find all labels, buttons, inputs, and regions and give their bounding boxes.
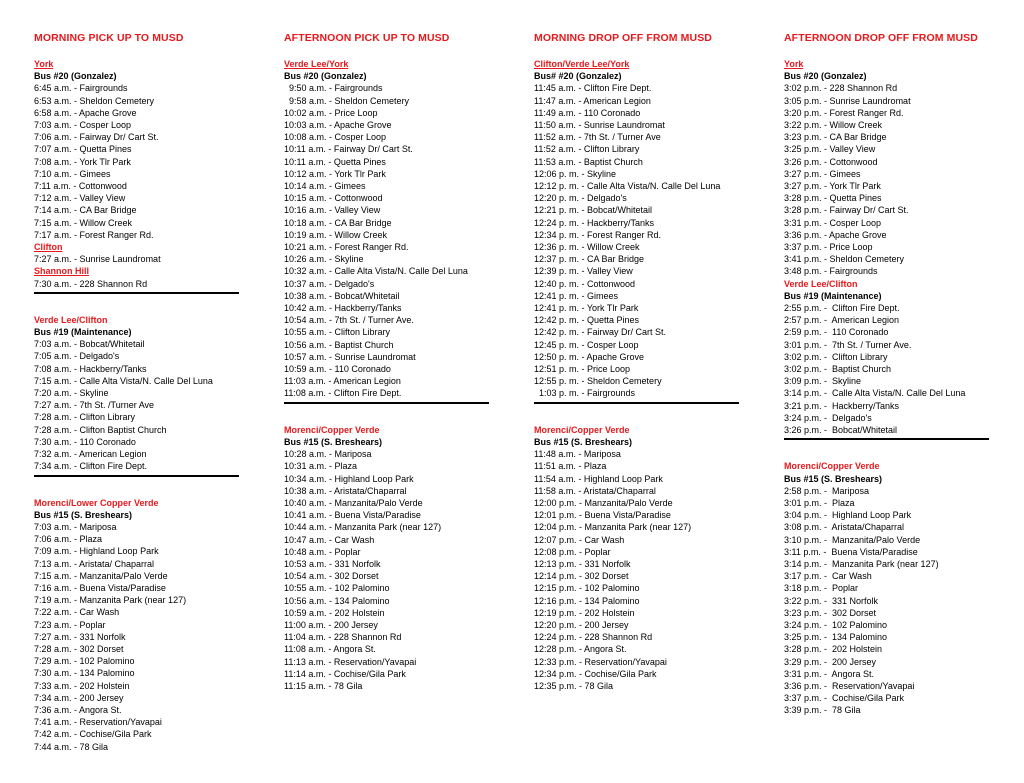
stop-row: 10:38 a.m. - Aristata/Chaparral bbox=[284, 485, 407, 496]
stop-row: 3:37 p.m. - Price Loop bbox=[784, 242, 873, 253]
stop-row: 12:04 p.m. - Manzanita Park (near 127) bbox=[534, 522, 692, 533]
stop-row: 3:28 p.m. - 202 Holstein bbox=[784, 644, 883, 655]
stop-row: 7:30 a.m. - 228 Shannon Rd bbox=[34, 278, 148, 289]
stop-row: 12:00 p.m. - Manzanita/Palo Verde bbox=[534, 497, 673, 508]
route-name: Morenci/Lower Copper Verde bbox=[34, 497, 159, 508]
stop-row: 12:24 p. m. - Hackberry/Tanks bbox=[534, 217, 655, 228]
stop-row: 7:15 a.m. - Manzanita/Palo Verde bbox=[34, 570, 168, 581]
stop-row: 3:10 p.m. - Manzanita/Palo Verde bbox=[784, 534, 921, 545]
stop-row: 3:21 p.m. - Hackberry/Tanks bbox=[784, 400, 900, 411]
route-name: Morenci/Copper Verde bbox=[784, 461, 880, 472]
stop-row: 11:58 a.m. - Aristata/Chaparral bbox=[534, 485, 656, 496]
route-name: York bbox=[34, 59, 54, 69]
stop-row: 3:36 p.m. - Apache Grove bbox=[784, 229, 887, 240]
stop-row: 12:20 p.m. - 200 Jersey bbox=[534, 619, 629, 630]
stop-row: 7:06 a.m. - Fairway Dr/ Cart St. bbox=[34, 132, 159, 143]
stop-row: 12:06 p. m. - Skyline bbox=[534, 168, 617, 179]
stop-row: 7:13 a.m. - Aristata/ Chaparral bbox=[34, 558, 155, 569]
section-divider bbox=[34, 292, 239, 294]
stop-row: 3:37 p.m. - Cochise/Gila Park bbox=[784, 693, 905, 704]
stop-row: 12:21 p. m. - Bobcat/Whitetail bbox=[534, 205, 653, 216]
stop-row: 3:26 p.m. - Bobcat/Whitetail bbox=[784, 425, 898, 436]
stop-row: 10:34 a.m. - Highland Loop Park bbox=[284, 473, 414, 484]
stop-row: 11:08 a.m. - Clifton Fire Dept. bbox=[284, 388, 402, 399]
stop-row: 7:23 a.m. - Poplar bbox=[34, 619, 106, 630]
stop-row: 3:02 p.m. - Baptist Church bbox=[784, 364, 892, 375]
stop-row: 11:13 a.m. - Reservation/Yavapai bbox=[284, 656, 417, 667]
stop-row: 11:51 a.m. - Plaza bbox=[534, 461, 607, 472]
stop-row: 11:52 a.m. - 7th St. / Turner Ave bbox=[534, 132, 661, 143]
stop-row: 3:17 p.m. - Car Wash bbox=[784, 571, 872, 582]
stop-row: 11:15 a.m. - 78 Gila bbox=[284, 680, 363, 691]
stop-row: 3:39 p.m. - 78 Gila bbox=[784, 705, 861, 716]
section-gap bbox=[284, 414, 524, 424]
stop-row: 11:49 a.m. - 110 Coronado bbox=[534, 107, 641, 118]
column-heading: AFTERNOON DROP OFF FROM MUSD bbox=[784, 32, 978, 44]
route-name: Verde Lee/Clifton bbox=[34, 314, 108, 325]
stop-row: 10:56 a.m. - 134 Palomino bbox=[284, 595, 390, 606]
stop-row: 11:03 a.m. - American Legion bbox=[284, 376, 401, 387]
route-name: Clifton bbox=[34, 242, 63, 253]
stop-row: 11:53 a.m. - Baptist Church bbox=[534, 156, 643, 167]
stop-row: 3:25 p.m. - Valley View bbox=[784, 144, 876, 155]
column-heading: MORNING PICK UP TO MUSD bbox=[34, 32, 184, 44]
stop-row: 3:02 p.m. - Clifton Library bbox=[784, 351, 888, 362]
stop-row: 12:24 p.m. - 228 Shannon Rd bbox=[534, 632, 653, 643]
section-divider bbox=[534, 402, 739, 404]
stop-row: 10:03 a.m. - Apache Grove bbox=[284, 120, 392, 131]
stop-row: 3:04 p.m. - Highland Loop Park bbox=[784, 510, 912, 521]
stop-row: 10:02 a.m. - Price Loop bbox=[284, 107, 378, 118]
stop-row: 3:27 p.m. - Gimees bbox=[784, 168, 861, 179]
bus-label: Bus #20 (Gonzalez) bbox=[34, 71, 117, 82]
stop-row: 7:03 a.m. - Mariposa bbox=[34, 521, 117, 532]
stop-row: 7:29 a.m. - 102 Palomino bbox=[34, 656, 135, 667]
stop-row: 3:22 p.m. - 331 Norfolk bbox=[784, 595, 879, 606]
stop-row: 10:26 a.m. - Skyline bbox=[284, 254, 364, 265]
stop-row: 6:58 a.m. - Apache Grove bbox=[34, 107, 137, 118]
stop-row: 11:52 a.m. - Clifton Library bbox=[534, 144, 640, 155]
stop-row: 3:01 p.m. - 7th St. / Turner Ave. bbox=[784, 339, 912, 350]
stop-row: 7:15 a.m. - Calle Alta Vista/N. Calle Del Luna bbox=[34, 375, 213, 386]
stop-row: 7:27 a.m. - Sunrise Laundromat bbox=[34, 254, 161, 265]
column-morning-dropoff bbox=[534, 32, 774, 692]
stop-row: 7:28 a.m. - Clifton Library bbox=[34, 412, 136, 423]
column-morning-pickup bbox=[34, 32, 274, 753]
stop-row: 3:25 p.m. - 134 Palomino bbox=[784, 632, 888, 643]
stop-row: 10:12 a.m. - York Tlr Park bbox=[284, 168, 386, 179]
stop-row: 12:50 p. m. - Apache Grove bbox=[534, 351, 645, 362]
bus-label: Bus #15 (S. Breshears) bbox=[34, 509, 133, 520]
stop-row: 3:18 p.m. - Poplar bbox=[784, 583, 859, 594]
route-name: Clifton/Verde Lee/York bbox=[534, 59, 630, 69]
stop-row: 10:57 a.m. - Sunrise Laundromat bbox=[284, 351, 416, 362]
stop-row: 7:10 a.m. - Gimees bbox=[34, 168, 111, 179]
stop-row: 12:34 p. m. - Forest Ranger Rd. bbox=[534, 229, 662, 240]
stop-row: 2:58 p.m. - Mariposa bbox=[784, 485, 870, 496]
stop-row: 10:48 a.m. - Poplar bbox=[284, 546, 361, 557]
stop-row: 10:41 a.m. - Buena Vista/Paradise bbox=[284, 510, 421, 521]
stop-row: 7:14 a.m. - CA Bar Bridge bbox=[34, 205, 137, 216]
stop-row: 11:04 a.m. - 228 Shannon Rd bbox=[284, 632, 402, 643]
stop-row: 12:12 p. m. - Calle Alta Vista/N. Calle Del Luna bbox=[534, 181, 721, 192]
stop-row: 7:08 a.m. - Hackberry/Tanks bbox=[34, 363, 147, 374]
stop-row: 12:41 p. m. - Gimees bbox=[534, 290, 619, 301]
stop-row: 10:59 a.m. - 202 Holstein bbox=[284, 607, 385, 618]
stop-row: 3:22 p.m. - Willow Creek bbox=[784, 120, 883, 131]
stop-row: 7:03 a.m. - Cosper Loop bbox=[34, 120, 132, 131]
stop-row: 10:31 a.m. - Plaza bbox=[284, 461, 358, 472]
stop-row: 3:02 p.m. - 228 Shannon Rd bbox=[784, 83, 898, 94]
stop-row: 12:16 p.m. - 134 Palomino bbox=[534, 595, 640, 606]
bus-label: Bus #15 (S. Breshears) bbox=[534, 436, 633, 447]
section-divider bbox=[784, 438, 989, 440]
stop-row: 12:45 p. m. - Cosper Loop bbox=[534, 339, 639, 350]
stop-row: 3:14 p.m. - Calle Alta Vista/N. Calle Del Luna bbox=[784, 388, 966, 399]
stop-row: 7:27 a.m. - 7th St. /Turner Ave bbox=[34, 400, 155, 411]
stop-row: 11:50 a.m. - Sunrise Laundromat bbox=[534, 120, 665, 131]
stop-row: 7:30 a.m. - 134 Palomino bbox=[34, 668, 135, 679]
stop-row: 10:15 a.m. - Cottonwood bbox=[284, 193, 383, 204]
stop-row: 11:48 a.m. - Mariposa bbox=[534, 449, 621, 460]
stop-row: 10:08 a.m. - Cosper Loop bbox=[284, 132, 387, 143]
stop-row: 7:15 a.m. - Willow Creek bbox=[34, 217, 133, 228]
stop-row: 10:47 a.m. - Car Wash bbox=[284, 534, 375, 545]
route-name: Morenci/Copper Verde bbox=[534, 424, 630, 435]
stop-row: 2:55 p.m. - Clifton Fire Dept. bbox=[784, 303, 900, 314]
stop-row: 3:26 p.m. - Cottonwood bbox=[784, 156, 878, 167]
stop-row: 7:06 a.m. - Plaza bbox=[34, 534, 103, 545]
stop-row: 7:08 a.m. - York Tlr Park bbox=[34, 156, 131, 167]
stop-row: 12:51 p. m. - Price Loop bbox=[534, 364, 631, 375]
section-divider bbox=[34, 475, 239, 477]
stop-row: 2:59 p.m. - 110 Coronado bbox=[784, 327, 889, 338]
stop-row: 7:44 a.m. - 78 Gila bbox=[34, 741, 109, 752]
bus-label: Bus #20 (Gonzalez) bbox=[284, 71, 367, 82]
stop-row: 10:40 a.m. - Manzanita/Palo Verde bbox=[284, 497, 423, 508]
stop-row: 1:03 p. m. - Fairgrounds bbox=[534, 388, 636, 399]
section-gap bbox=[34, 304, 274, 314]
section-gap bbox=[784, 450, 1024, 460]
stop-row: 7:30 a.m. - 110 Coronado bbox=[34, 436, 136, 447]
stop-row: 10:16 a.m. - Valley View bbox=[284, 205, 381, 216]
section-divider bbox=[284, 402, 489, 404]
stop-row: 3:23 p.m. - 302 Dorset bbox=[784, 607, 877, 618]
stop-row: 10:37 a.m. - Delgado's bbox=[284, 278, 375, 289]
stop-row: 10:56 a.m. - Baptist Church bbox=[284, 339, 394, 350]
stop-row: 11:14 a.m. - Cochise/Gila Park bbox=[284, 668, 406, 679]
stop-row: 3:01 p.m. - Plaza bbox=[784, 497, 855, 508]
stop-row: 7:03 a.m. - Bobcat/Whitetail bbox=[34, 339, 145, 350]
stop-row: 12:33 p.m. - Reservation/Yavapai bbox=[534, 656, 667, 667]
stop-row: 12:40 p. m. - Cottonwood bbox=[534, 278, 636, 289]
stop-row: 3:20 p.m. - Forest Ranger Rd. bbox=[784, 107, 904, 118]
column-heading: MORNING DROP OFF FROM MUSD bbox=[534, 32, 712, 44]
stop-row: 10:42 a.m. - Hackberry/Tanks bbox=[284, 303, 402, 314]
stop-row: 3:48 p.m. - Fairgrounds bbox=[784, 266, 878, 277]
stop-row: 7:22 a.m. - Car Wash bbox=[34, 607, 120, 618]
stop-row: 10:53 a.m. - 331 Norfolk bbox=[284, 558, 381, 569]
stop-row: 7:34 a.m. - Clifton Fire Dept. bbox=[34, 461, 148, 472]
stop-row: 3:24 p.m. - 102 Palomino bbox=[784, 619, 888, 630]
stop-row: 3:09 p.m. - Skyline bbox=[784, 376, 862, 387]
stop-row: 9:58 a.m. - Sheldon Cemetery bbox=[284, 95, 410, 106]
stop-row: 7:28 a.m. - 302 Dorset bbox=[34, 643, 124, 654]
stop-row: 11:08 a.m. - Angora St. bbox=[284, 644, 376, 655]
stop-row: 7:28 a.m. - Clifton Baptist Church bbox=[34, 424, 167, 435]
stop-row: 12:08 p.m. - Poplar bbox=[534, 546, 611, 557]
stop-row: 12:34 p.m. - Cochise/Gila Park bbox=[534, 668, 657, 679]
stop-row: 6:45 a.m. - Fairgrounds bbox=[34, 83, 128, 94]
stop-row: 7:12 a.m. - Valley View bbox=[34, 193, 126, 204]
stop-row: 12:13 p.m. - 331 Norfolk bbox=[534, 558, 631, 569]
stop-row: 10:55 a.m. - 102 Palomino bbox=[284, 583, 390, 594]
stop-row: 3:31 p.m. - Cosper Loop bbox=[784, 217, 882, 228]
stop-row: 12:01 p.m. - Buena Vista/Paradise bbox=[534, 510, 671, 521]
stop-row: 12:42 p. m. - Fairway Dr/ Cart St. bbox=[534, 327, 667, 338]
stop-row: 3:11 p.m. - Buena Vista/Paradise bbox=[784, 546, 918, 557]
section-gap bbox=[534, 414, 774, 424]
stop-row: 10:28 a.m. - Mariposa bbox=[284, 449, 372, 460]
stop-row: 3:28 p.m. - Fairway Dr/ Cart St. bbox=[784, 205, 909, 216]
stop-row: 2:57 p.m. - American Legion bbox=[784, 315, 900, 326]
stop-row: 12:41 p. m. - York Tlr Park bbox=[534, 303, 639, 314]
stop-row: 11:47 a.m. - American Legion bbox=[534, 95, 651, 106]
stop-row: 10:18 a.m. - CA Bar Bridge bbox=[284, 217, 392, 228]
stop-row: 7:17 a.m. - Forest Ranger Rd. bbox=[34, 229, 154, 240]
stop-row: 7:36 a.m. - Angora St. bbox=[34, 704, 122, 715]
bus-label: Bus #19 (Maintenance) bbox=[784, 290, 882, 301]
stop-row: 3:08 p.m. - Aristata/Chaparral bbox=[784, 522, 905, 533]
stop-row: 10:59 a.m. - 110 Coronado bbox=[284, 364, 391, 375]
stop-row: 12:39 p. m. - Valley View bbox=[534, 266, 633, 277]
stop-row: 12:15 p.m. - 102 Palomino bbox=[534, 583, 640, 594]
stop-row: 10:55 a.m. - Clifton Library bbox=[284, 327, 391, 338]
stop-row: 3:36 p.m. - Reservation/Yavapai bbox=[784, 680, 915, 691]
stop-row: 11:45 a.m. - Clifton Fire Dept. bbox=[534, 83, 652, 94]
stop-row: 7:16 a.m. - Buena Vista/Paradise bbox=[34, 582, 166, 593]
stop-row: 10:11 a.m. - Fairway Dr/ Cart St. bbox=[284, 144, 413, 155]
stop-row: 12:36 p. m. - Willow Creek bbox=[534, 242, 640, 253]
route-name: Verde Lee/York bbox=[284, 59, 349, 69]
stop-row: 3:27 p.m. - York Tlr Park bbox=[784, 181, 881, 192]
route-name: Morenci/Copper Verde bbox=[284, 424, 380, 435]
stop-row: 10:38 a.m. - Bobcat/Whitetail bbox=[284, 290, 400, 301]
bus-label: Bus #15 (S. Breshears) bbox=[284, 436, 383, 447]
stop-row: 7:42 a.m. - Cochise/Gila Park bbox=[34, 729, 152, 740]
column-afternoon-pickup bbox=[284, 32, 524, 692]
stop-row: 7:20 a.m. - Skyline bbox=[34, 388, 109, 399]
stop-row: 10:54 a.m. - 302 Dorset bbox=[284, 571, 379, 582]
route-name: York bbox=[784, 59, 804, 69]
stop-row: 10:21 a.m. - Forest Ranger Rd. bbox=[284, 242, 409, 253]
stop-row: 3:41 p.m. - Sheldon Cemetery bbox=[784, 254, 905, 265]
stop-row: 7:09 a.m. - Highland Loop Park bbox=[34, 546, 159, 557]
stop-row: 12:20 p. m. - Delgado's bbox=[534, 193, 627, 204]
bus-label: Bus #20 (Gonzalez) bbox=[784, 71, 867, 82]
bus-label: Bus# #20 (Gonzalez) bbox=[534, 71, 622, 82]
stop-row: 3:05 p.m. - Sunrise Laundromat bbox=[784, 95, 911, 106]
stop-row: 7:34 a.m. - 200 Jersey bbox=[34, 692, 124, 703]
stop-row: 3:29 p.m. - 200 Jersey bbox=[784, 656, 877, 667]
section-gap bbox=[34, 487, 274, 497]
stop-row: 10:19 a.m. - Willow Creek bbox=[284, 229, 388, 240]
stop-row: 3:28 p.m. - Quetta Pines bbox=[784, 193, 882, 204]
stop-row: 12:42 p. m. - Quetta Pines bbox=[534, 315, 640, 326]
route-name: Shannon Hill bbox=[34, 266, 89, 277]
stop-row: 7:07 a.m. - Quetta Pines bbox=[34, 144, 132, 155]
stop-row: 12:55 p. m. - Sheldon Cemetery bbox=[534, 376, 662, 387]
stop-row: 7:32 a.m. - American Legion bbox=[34, 449, 147, 460]
stop-row: 10:14 a.m. - Gimees bbox=[284, 181, 366, 192]
stop-row: 10:11 a.m. - Quetta Pines bbox=[284, 156, 386, 167]
stop-row: 9:50 a.m. - Fairgrounds bbox=[284, 83, 383, 94]
stop-row: 6:53 a.m. - Sheldon Cemetery bbox=[34, 95, 155, 106]
stop-row: 3:31 p.m. - Angora St. bbox=[784, 668, 875, 679]
stop-row: 10:54 a.m. - 7th St. / Turner Ave. bbox=[284, 315, 414, 326]
stop-row: 12:14 p.m. - 302 Dorset bbox=[534, 571, 629, 582]
stop-row: 7:11 a.m. - Cottonwood bbox=[34, 181, 127, 192]
stop-row: 12:07 p.m. - Car Wash bbox=[534, 534, 625, 545]
route-name: Verde Lee/Clifton bbox=[784, 278, 858, 289]
column-heading: AFTERNOON PICK UP TO MUSD bbox=[284, 32, 450, 44]
stop-row: 12:19 p.m. - 202 Holstein bbox=[534, 607, 635, 618]
stop-row: 12:28 p.m. - Angora St. bbox=[534, 644, 627, 655]
bus-label: Bus #15 (S. Breshears) bbox=[784, 473, 883, 484]
stop-row: 7:27 a.m. - 331 Norfolk bbox=[34, 631, 126, 642]
stop-row: 3:23 p.m. - CA Bar Bridge bbox=[784, 132, 887, 143]
stop-row: 11:00 a.m. - 200 Jersey bbox=[284, 619, 378, 630]
stop-row: 7:41 a.m. - Reservation/Yavapai bbox=[34, 717, 162, 728]
stop-row: 12:35 p.m. - 78 Gila bbox=[534, 680, 614, 691]
stop-row: 7:19 a.m. - Manzanita Park (near 127) bbox=[34, 595, 187, 606]
stop-row: 3:14 p.m. - Manzanita Park (near 127) bbox=[784, 558, 939, 569]
column-afternoon-dropoff bbox=[784, 32, 1024, 717]
stop-row: 7:05 a.m. - Delgado's bbox=[34, 351, 120, 362]
stop-row: 10:44 a.m. - Manzanita Park (near 127) bbox=[284, 522, 442, 533]
stop-row: 11:54 a.m. - Highland Loop Park bbox=[534, 473, 663, 484]
stop-row: 10:32 a.m. - Calle Alta Vista/N. Calle Del Luna bbox=[284, 266, 468, 277]
stop-row: 3:24 p.m. - Delgado's bbox=[784, 412, 872, 423]
bus-label: Bus #19 (Maintenance) bbox=[34, 327, 132, 338]
stop-row: 12:37 p. m. - CA Bar Bridge bbox=[534, 254, 645, 265]
stop-row: 7:33 a.m. - 202 Holstein bbox=[34, 680, 130, 691]
